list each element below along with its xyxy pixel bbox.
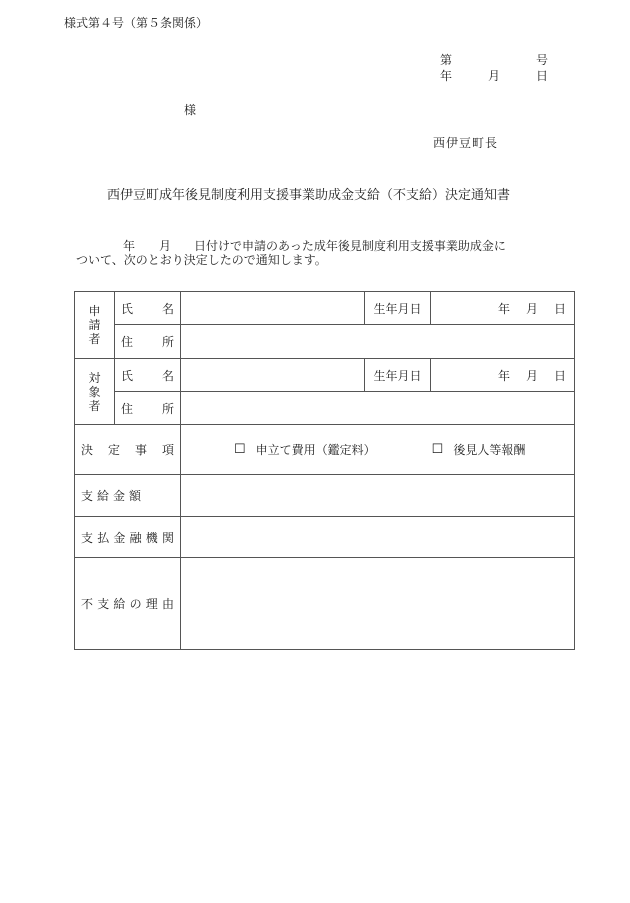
subject-dob-label: 生年月日 [365, 359, 431, 392]
subject-group-label [75, 359, 115, 425]
addressee-suffix: 様 [184, 103, 197, 117]
document-number-line [440, 51, 548, 68]
applicant-label: 申請者 [88, 304, 101, 346]
applicant-name-field[interactable] [181, 292, 365, 325]
decision-options [181, 425, 575, 475]
document-date-line [440, 67, 548, 84]
option-filing-fee-checkbox[interactable]: ☐ [234, 442, 246, 457]
form-id: 様式第４号（第５条関係） [64, 16, 209, 30]
date-day: 日 [535, 69, 548, 83]
applicant-address-field[interactable] [181, 325, 575, 359]
reason-field[interactable] [181, 558, 575, 650]
amount-row [75, 475, 575, 517]
subject-address-field[interactable] [181, 392, 575, 425]
subject-name-field[interactable] [181, 359, 365, 392]
applicant-address-label: 住 所 [115, 325, 181, 359]
subject-address-row [75, 392, 575, 425]
body-line-2: ついて、次のとおり決定したので通知します。 [76, 253, 327, 267]
applicant-address-row [75, 325, 575, 359]
number-suffix: 号 [535, 53, 548, 67]
subject-name-row [75, 359, 575, 392]
document-title: 西伊豆町成年後見制度利用支援事業助成金支給（不支給）決定通知書 [107, 188, 511, 203]
reason-label: 不 支 給 の 理 由 [75, 558, 181, 650]
issuer: 西伊豆町長 [433, 136, 499, 150]
applicant-name-label: 氏 名 [115, 292, 181, 325]
applicant-group-label [75, 292, 115, 359]
amount-field[interactable] [181, 475, 575, 517]
body-text-1: 日付けで申請のあった成年後見制度利用支援事業助成金に [194, 239, 506, 253]
number-prefix: 第 [440, 53, 453, 67]
decision-label: 決 定 事 項 [75, 425, 181, 475]
bank-row [75, 517, 575, 558]
body-month: 月 [159, 239, 172, 253]
decision-table [74, 291, 575, 650]
applicant-dob-field[interactable]: 年 月 日 [431, 292, 575, 325]
option-filing-fee-label: 申立て費用（鑑定料） [255, 443, 376, 457]
subject-label: 対象者 [88, 370, 101, 413]
amount-label: 支 給 金 額 [75, 475, 181, 517]
body-year: 年 [123, 239, 136, 253]
bank-field[interactable] [181, 517, 575, 558]
date-month: 月 [487, 69, 500, 83]
applicant-dob-label: 生年月日 [365, 292, 431, 325]
date-year: 年 [440, 69, 453, 83]
subject-name-label: 氏 名 [115, 359, 181, 392]
subject-address-label: 住 所 [115, 392, 181, 425]
decision-row [75, 425, 575, 475]
reason-row [75, 558, 575, 650]
option-guardian-fee-checkbox[interactable]: ☐ [431, 442, 444, 457]
bank-label: 支 払 金 融 機 関 [75, 517, 181, 558]
applicant-name-row [75, 292, 575, 325]
subject-dob-field[interactable]: 年 月 日 [431, 359, 575, 392]
option-guardian-fee-label: 後見人等報酬 [453, 443, 526, 457]
